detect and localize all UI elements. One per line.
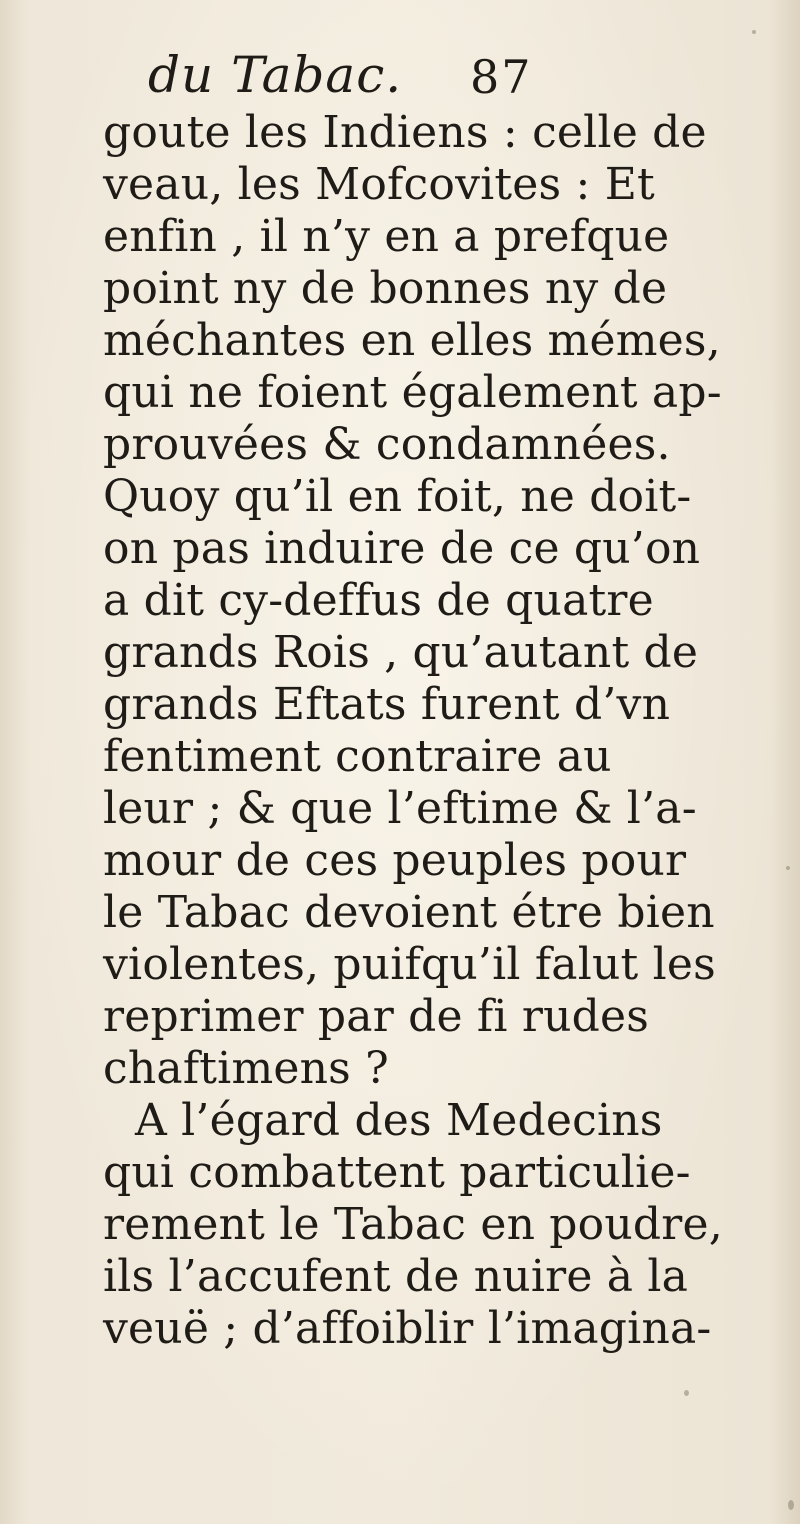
text-line: méchantes en elles mémes,: [103, 315, 721, 366]
text-line: goute les Indiens : celle de: [103, 107, 707, 158]
text-line: grands Eftats furent d’vn: [103, 679, 671, 730]
paragraph-start-line: A l’égard des Medecins: [135, 1095, 663, 1146]
running-title: du Tabac.: [148, 46, 403, 104]
text-line: point ny de bonnes ny de: [103, 263, 668, 314]
text-line: enfin , il n’y en a prefque: [103, 211, 670, 262]
text-line: prouvées & condamnées.: [103, 419, 671, 470]
text-line: ils l’accufent de nuire à la: [103, 1251, 689, 1302]
text-line: qui combattent particulie-: [103, 1147, 691, 1198]
text-line: veau, les Mofcovites : Et: [103, 159, 655, 210]
text-line: violentes, puifqu’il falut les: [103, 939, 716, 990]
paper-speck: [788, 1500, 794, 1510]
text-line: le Tabac devoient étre bien: [103, 887, 715, 938]
text-line: on pas induire de ce qu’on: [103, 523, 701, 574]
paper-speck: [786, 866, 790, 870]
body-text: [103, 107, 773, 1355]
text-line: chaftimens ?: [103, 1043, 389, 1094]
text-line: fentiment contraire au: [103, 731, 612, 782]
text-line: Quoy qu’il en foit, ne doit-: [103, 471, 692, 522]
page-number: 87: [470, 50, 533, 104]
text-line: leur ; & que l’eftime & l’a-: [103, 783, 697, 834]
text-line: qui ne foient également ap-: [103, 367, 722, 418]
paper-speck: [684, 1390, 689, 1396]
text-line: a dit cy-deffus de quatre: [103, 575, 654, 626]
text-line: rement le Tabac en poudre,: [103, 1199, 723, 1250]
running-head: [0, 40, 800, 110]
text-line: mour de ces peuples pour: [103, 835, 687, 886]
text-line: veuë ; d’affoiblir l’imagina-: [103, 1303, 712, 1354]
paper-speck: [752, 30, 756, 34]
text-line: reprimer par de fi rudes: [103, 991, 650, 1042]
text-line: grands Rois , qu’autant de: [103, 627, 699, 678]
